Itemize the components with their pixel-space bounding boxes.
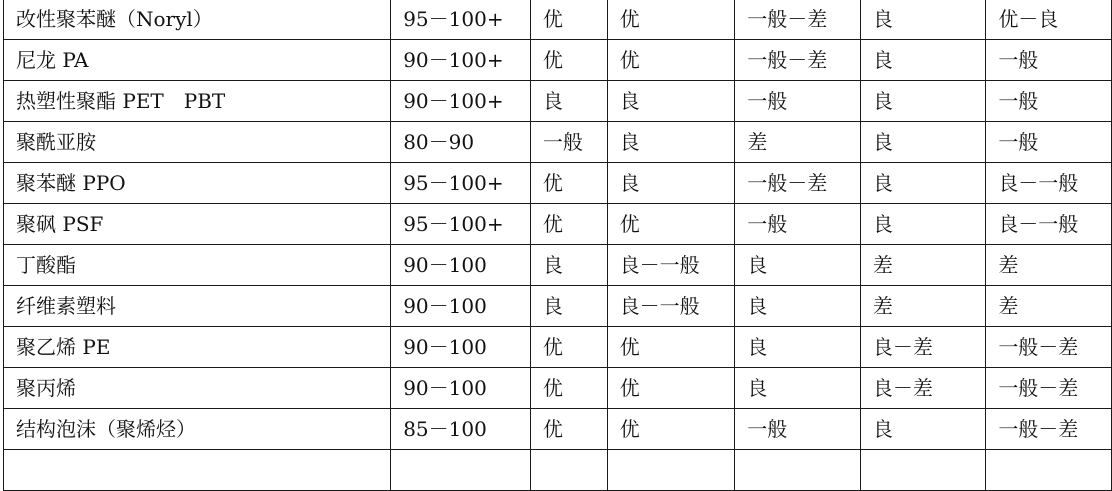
- rating-cell: 一般－差: [735, 40, 861, 81]
- value-cell: 90－100: [391, 245, 531, 286]
- rating-cell: 良: [860, 40, 985, 81]
- rating-cell: 一般－差: [986, 409, 1112, 450]
- value-cell: 95－100+: [391, 204, 531, 245]
- rating-cell: 一般: [735, 409, 861, 450]
- rating-cell: 良: [735, 286, 861, 327]
- table-row: [4, 204, 1112, 245]
- rating-cell: [735, 450, 861, 491]
- rating-cell: 良: [530, 245, 607, 286]
- material-name-cell: 尼龙 PA: [4, 40, 391, 81]
- value-cell: 90－100: [391, 368, 531, 409]
- rating-cell: 良: [860, 0, 985, 40]
- rating-cell: 良－一般: [607, 245, 735, 286]
- table-row: [4, 245, 1112, 286]
- rating-cell: 良: [860, 409, 985, 450]
- table-row: [4, 81, 1112, 122]
- rating-cell: 良－一般: [986, 163, 1112, 204]
- value-cell: 90－100+: [391, 40, 531, 81]
- rating-cell: 一般: [986, 81, 1112, 122]
- rating-cell: 良: [860, 204, 985, 245]
- rating-cell: 一般: [986, 122, 1112, 163]
- rating-cell: 优: [607, 409, 735, 450]
- rating-cell: 良－差: [860, 327, 985, 368]
- rating-cell: 一般－差: [735, 0, 861, 40]
- table-row: [4, 122, 1112, 163]
- rating-cell: 一般－差: [735, 163, 861, 204]
- material-name-cell: [4, 450, 391, 491]
- table-row: [4, 163, 1112, 204]
- rating-cell: 优: [607, 327, 735, 368]
- material-name-cell: 改性聚苯醚（Noryl）: [4, 0, 391, 40]
- rating-cell: 一般－差: [986, 368, 1112, 409]
- material-name-cell: 聚酰亚胺: [4, 122, 391, 163]
- rating-cell: 优: [607, 368, 735, 409]
- rating-cell: 良－差: [860, 368, 985, 409]
- rating-cell: 良: [607, 122, 735, 163]
- rating-cell: 优: [530, 327, 607, 368]
- rating-cell: 良: [530, 286, 607, 327]
- value-cell: 95－100+: [391, 0, 531, 40]
- table-row: [4, 40, 1112, 81]
- rating-cell: [530, 450, 607, 491]
- value-cell: 80－90: [391, 122, 531, 163]
- rating-cell: 良: [735, 368, 861, 409]
- rating-cell: 差: [860, 245, 985, 286]
- rating-cell: 优: [530, 204, 607, 245]
- material-name-cell: 聚乙烯 PE: [4, 327, 391, 368]
- value-cell: 90－100+: [391, 81, 531, 122]
- rating-cell: 良－一般: [607, 286, 735, 327]
- material-name-cell: 纤维素塑料: [4, 286, 391, 327]
- table-row: [4, 286, 1112, 327]
- rating-cell: 优－良: [986, 0, 1112, 40]
- table-row: [4, 327, 1112, 368]
- rating-cell: 优: [607, 0, 735, 40]
- rating-cell: 优: [530, 40, 607, 81]
- rating-cell: [986, 450, 1112, 491]
- rating-cell: 一般: [986, 40, 1112, 81]
- rating-cell: 差: [860, 286, 985, 327]
- rating-cell: [860, 450, 985, 491]
- rating-cell: 一般: [530, 122, 607, 163]
- rating-cell: 良: [860, 122, 985, 163]
- material-name-cell: 热塑性聚酯 PET PBT: [4, 81, 391, 122]
- material-name-cell: 聚丙烯: [4, 368, 391, 409]
- material-name-cell: 丁酸酯: [4, 245, 391, 286]
- rating-cell: 差: [735, 122, 861, 163]
- material-name-cell: 结构泡沫（聚烯烃）: [4, 409, 391, 450]
- rating-cell: 优: [530, 409, 607, 450]
- rating-cell: 一般: [735, 81, 861, 122]
- rating-cell: 良: [735, 245, 861, 286]
- rating-cell: 优: [530, 0, 607, 40]
- table-row: [4, 409, 1112, 450]
- rating-cell: [607, 450, 735, 491]
- rating-cell: 差: [986, 245, 1112, 286]
- rating-cell: 优: [530, 368, 607, 409]
- rating-cell: 良: [860, 81, 985, 122]
- rating-cell: 良: [607, 163, 735, 204]
- rating-cell: 良－一般: [986, 204, 1112, 245]
- value-cell: 85－100: [391, 409, 531, 450]
- rating-cell: 良: [530, 81, 607, 122]
- rating-cell: 优: [530, 163, 607, 204]
- rating-cell: 一般－差: [986, 327, 1112, 368]
- rating-cell: 优: [607, 204, 735, 245]
- material-name-cell: 聚砜 PSF: [4, 204, 391, 245]
- value-cell: 95－100+: [391, 163, 531, 204]
- materials-properties-table: [3, 0, 1112, 491]
- table-row: [4, 0, 1112, 40]
- rating-cell: 良: [735, 327, 861, 368]
- value-cell: [391, 450, 531, 491]
- value-cell: 90－100: [391, 286, 531, 327]
- rating-cell: 良: [607, 81, 735, 122]
- table-row-cut-off: [4, 450, 1112, 491]
- rating-cell: 良: [860, 163, 985, 204]
- value-cell: 90－100: [391, 327, 531, 368]
- material-name-cell: 聚苯醚 PPO: [4, 163, 391, 204]
- rating-cell: 差: [986, 286, 1112, 327]
- rating-cell: 一般: [735, 204, 861, 245]
- table-row: [4, 368, 1112, 409]
- rating-cell: 优: [607, 40, 735, 81]
- table-body: [4, 0, 1112, 491]
